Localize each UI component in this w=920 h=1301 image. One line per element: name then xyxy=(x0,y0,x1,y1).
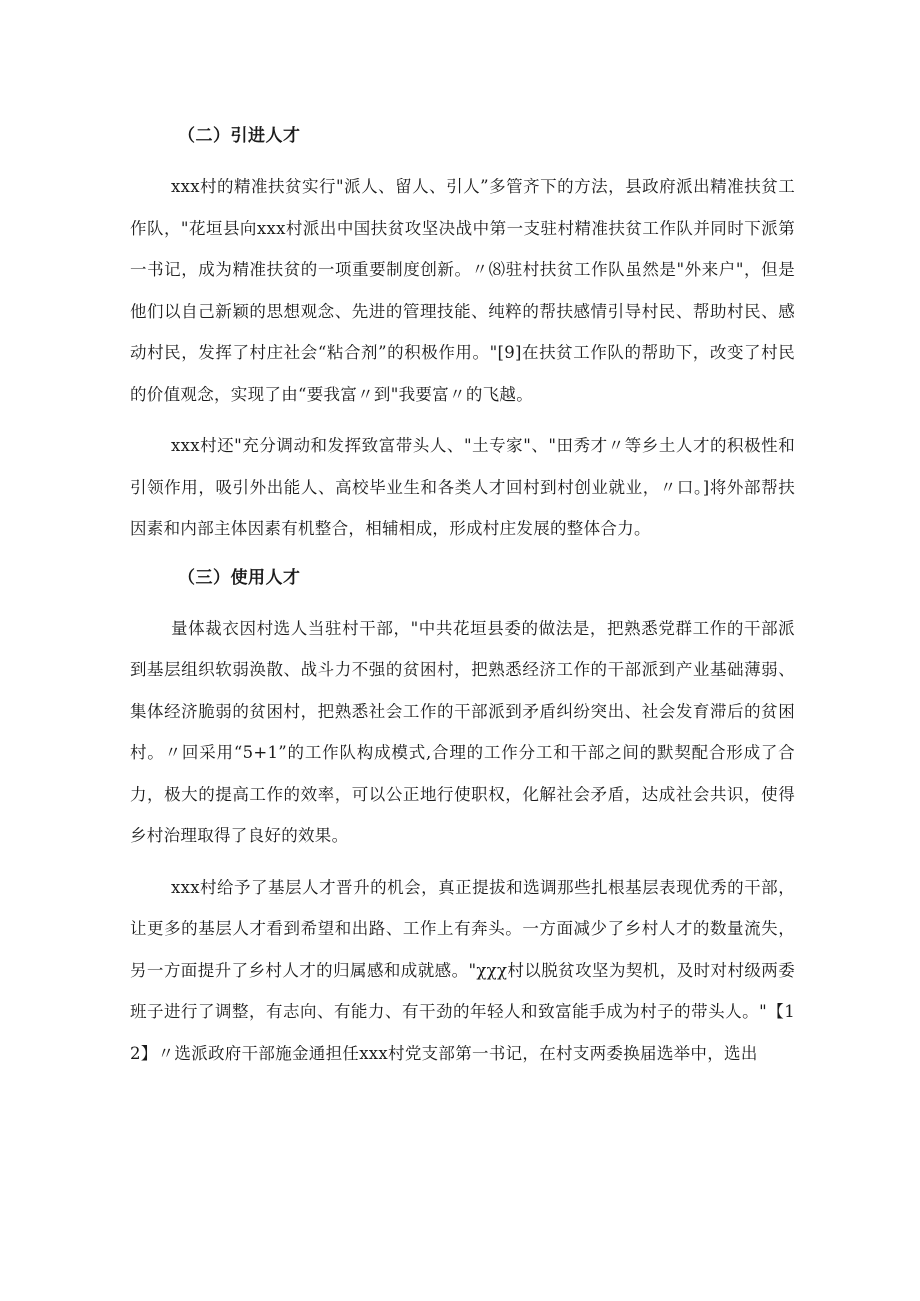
section-heading: （二）引进人才 xyxy=(178,126,301,146)
section-introduce-talent xyxy=(130,118,795,550)
paragraph: xxx村还"充分调动和发挥致富带头人、"土专家"、"田秀才〃等乡土人才的积极性和引领作用，吸引外出能人、高校毕业生和各类人才回村到村创业就业，〃口。]将外部帮扶因素和内部主体因素有机整合，相辅相成，形成村庄发展的整体合力。 xyxy=(130,436,795,538)
section-heading: （三）使用人才 xyxy=(178,567,301,588)
paragraph: 量体裁衣因村选人当驻村干部，"中共花垣县委的做法是，把熟悉党群工作的干部派到基层组织软弱涣散、战斗力不强的贫困村，把熟悉经济工作的干部派到产业基础薄弱、集体经济脆弱的贫困村，把熟悉社会工作的干部派到矛盾纠纷突出、社会发育滞后的贫困村。〃回采用“5+1”的工作队构成模式,合理的工作分工和干部之间的默契配合形成了合力，极大的提高工作的效率，可以公正地行使职权，化解社会矛盾，达成社会共识，使得乡村治理取得了良好的效果。 xyxy=(130,618,795,845)
section-use-talent xyxy=(130,560,795,1075)
paragraph: xxx村给予了基层人才晋升的机会，真正提拔和选调那些扎根基层表现优秀的干部，让更多的基层人才看到希望和出路、工作上有奔头。一方面减少了乡村人才的数量流失，另一方面提升了乡村人才的归属感和成就感。"χχχ村以脱贫攻坚为契机，及时对村级两委班子进行了调整，有志向、有能力、有干劲的年轻人和致富能手成为村子的带头人。"【12】〃选派政府干部施金通担任xxx村党支部第一书记，在村支两委换届选举中，选出 xyxy=(130,877,795,1063)
paragraph: xxx村的精准扶贫实行"派人、留人、引人”多管齐下的方法，县政府派出精准扶贫工作队，"花垣县向xxx村派出中国扶贫攻坚决战中第一支驻村精准扶贫工作队并同时下派第一书记，成为精准扶贫的一项重要制度创新。〃⑻驻村扶贫工作队虽然是"外来户"，但是他们以自己新颖的思想观念、先进的管理技能、纯粹的帮扶感情引导村民、帮助村民、感动村民，发挥了村庄社会“粘合剂”的积极作用。"[9]在扶贫工作队的帮助下，改变了村民的价值观念，实现了由“要我富〃到"我要富〃的飞越。 xyxy=(130,177,795,404)
document-body xyxy=(130,118,795,1084)
